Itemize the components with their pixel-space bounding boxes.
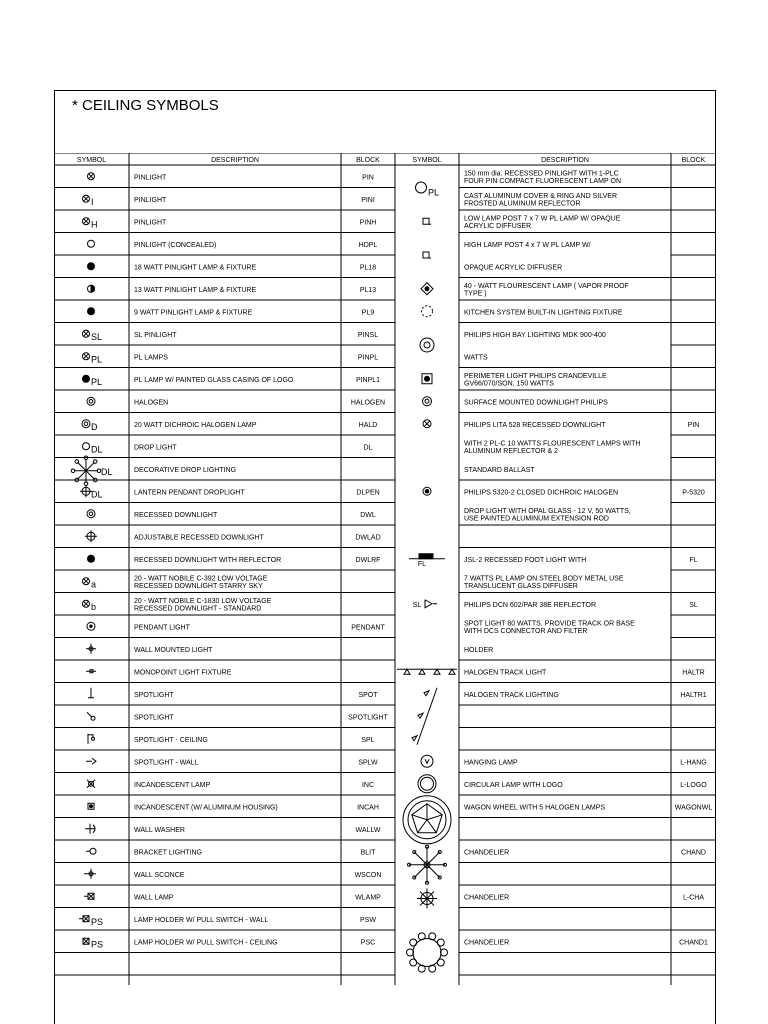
block-cell: SPOTLIGHT — [348, 714, 388, 722]
description-cell: KITCHEN SYSTEM BUILT-IN LIGHTING FIXTURE — [464, 309, 623, 317]
bracket-icon — [86, 848, 96, 854]
description-cell: WALL WASHER — [134, 826, 185, 834]
filled-circle-icon — [83, 375, 90, 382]
description-cell: CHANDELIER — [464, 849, 510, 857]
description-cell: LANTERN PENDANT DROPLIGHT — [134, 489, 245, 497]
description-cell: SPOTLIGHT — [134, 714, 174, 722]
table-row — [87, 780, 374, 789]
open-circle-icon — [88, 240, 95, 247]
block-cell: PSW — [360, 916, 376, 924]
description-cell: SPOTLIGHT - WALL — [134, 759, 199, 767]
table-row — [87, 397, 385, 406]
description-cell: PERIMETER LIGHT PHILIPS CRANDEVILLE GV66/070/SON, 150 WATTS — [464, 372, 607, 388]
block-cell: SPLW — [358, 759, 378, 767]
symbol-subscript: I — [91, 196, 94, 207]
description-cell: HALOGEN TRACK LIGHT — [464, 669, 547, 677]
symbol-legend-table — [54, 153, 716, 996]
description-cell: PINLIGHT (CONCEALED) — [134, 241, 217, 249]
description-cell: 13 WATT PINLIGHT LAMP & FIXTURE — [134, 286, 257, 294]
table-row — [464, 193, 617, 208]
table-row — [83, 443, 373, 455]
table-row — [464, 508, 631, 523]
recessed-pinlight-pl-icon — [416, 182, 427, 193]
block-cell: PINI — [361, 196, 375, 204]
description-cell: WATTS — [464, 354, 488, 362]
description-cell: DROP LIGHT WITH OPAL GLASS - 12 V, 50 WATTS, USE PAINTED ALUMINUM EXTENSION ROD — [464, 507, 631, 523]
block-cell: INCAH — [357, 804, 379, 812]
description-cell: LOW LAMP POST 7 x 7 W PL LAMP W/ OPAQUE ACRYLIC DIFFUSER — [464, 215, 621, 231]
description-cell: WALL LAMP — [134, 894, 174, 902]
dichroic-halogen-icon — [423, 487, 431, 495]
table-row — [464, 242, 591, 249]
block-cell: PENDANT — [351, 624, 385, 632]
symbol-label: FL — [417, 560, 427, 568]
table-row — [464, 849, 706, 856]
block-cell: DWL — [360, 511, 376, 519]
block-cell: SPOT — [358, 691, 378, 699]
lamp-post-icon — [423, 218, 431, 224]
description-cell: CHANDELIER — [464, 894, 510, 902]
block-cell: L-LOGO — [680, 781, 707, 789]
block-cell: PL13 — [359, 286, 377, 294]
description-cell: STANDARD BALLAST — [464, 466, 535, 474]
right-symbols — [397, 182, 457, 972]
symbol-subscript: DL — [91, 444, 103, 455]
table-row — [83, 330, 379, 342]
incandescent-icon — [87, 780, 95, 788]
symbol-subscript: PL — [91, 354, 103, 365]
block-cell: PL9 — [361, 309, 375, 317]
description-cell: HOLDER — [464, 646, 494, 654]
symbol-subscript: H — [91, 219, 98, 230]
block-cell: FL — [689, 556, 698, 564]
description-cell: SURFACE MOUNTED DOWNLIGHT PHILIPS — [464, 399, 608, 407]
table-row — [88, 173, 374, 182]
table-row — [464, 283, 629, 298]
description-cell: MONOPOINT LIGHT FIXTURE — [134, 669, 232, 677]
description-cell: PHILIPS DCN 602/PAR 38E REFLECTOR — [464, 601, 597, 609]
block-cell: HALD — [358, 421, 378, 429]
description-cell: CIRCULAR LAMP WITH LOGO — [464, 781, 563, 789]
symbol-subscript: a — [91, 579, 97, 590]
description-cell: DECORATIVE DROP LIGHTING — [134, 466, 237, 474]
description-cell: 18 WATT PINLIGHT LAMP & FIXTURE — [134, 264, 257, 272]
chandelier-icon — [408, 845, 447, 884]
vapor-proof-lamp-icon — [421, 283, 433, 295]
description-cell: OPAQUE ACRYLIC DIFFUSER — [464, 264, 563, 272]
description-cell: BRACKET LIGHTING — [134, 849, 202, 857]
recessed-x-circle-icon — [83, 218, 90, 225]
column-header-4: DESCRIPTION — [541, 157, 589, 164]
track-lighting-icon — [412, 688, 437, 745]
table-row — [83, 353, 379, 365]
wagon-wheel-icon — [403, 796, 451, 844]
table-row — [464, 399, 608, 406]
symbol-subscript: D — [91, 421, 98, 432]
table-row — [87, 712, 389, 721]
block-cell: DWLAD — [355, 534, 381, 542]
table-row — [464, 440, 640, 455]
column-header-0: SYMBOL — [76, 157, 107, 164]
table-row — [464, 575, 624, 590]
block-cell: BLIT — [360, 849, 376, 857]
table-row — [80, 485, 380, 499]
spot-angle-icon — [87, 712, 95, 720]
description-cell: PENDANT LIGHT — [134, 624, 190, 632]
description-cell: RECESSED DOWNLIGHT — [134, 511, 218, 519]
table-row — [71, 456, 236, 486]
block-cell: PL18 — [359, 264, 377, 272]
description-cell: PHILIPS 5320-2 CLOSED DICHROIC HALOGEN — [464, 489, 619, 497]
block-cell: HALTR — [682, 669, 705, 677]
table-row — [83, 575, 268, 590]
column-header-2: BLOCK — [356, 157, 380, 164]
dot-circle-icon — [87, 622, 95, 630]
description-cell: INCANDESCENT LAMP — [134, 781, 211, 789]
description-cell: PINLIGHT — [134, 219, 167, 227]
wall-lamp-icon — [84, 893, 94, 899]
description-cell: DROP LIGHT — [134, 444, 177, 452]
table-row — [464, 602, 698, 609]
description-cell: CHANDELIER — [464, 939, 510, 947]
symbol-subscript: DL — [91, 489, 103, 500]
double-circle-icon — [87, 510, 95, 518]
recessed-x-circle-icon — [88, 173, 95, 180]
block-cell: PINH — [359, 219, 377, 227]
symbol-subscript: DL — [101, 466, 113, 477]
description-cell: SPOTLIGHT — [134, 691, 174, 699]
description-cell: ADJUSTABLE RECESSED DOWNLIGHT — [134, 534, 264, 542]
table-header-row — [77, 157, 706, 164]
recessed-x-circle-icon — [83, 600, 90, 607]
description-cell: 20 - WATT NOBILE C-392 LOW VOLTAGE RECESSED DOWNLIGHT STARRY SKY — [134, 575, 268, 591]
table-row — [87, 510, 376, 519]
description-cell: PINLIGHT — [134, 196, 167, 204]
table-row — [88, 285, 377, 294]
block-cell: WSCON — [354, 871, 382, 879]
symbol-subscript: b — [91, 601, 97, 612]
column-header-1: DESCRIPTION — [211, 157, 259, 164]
description-cell: 20 WATT DICHROIC HALOGEN LAMP — [134, 421, 257, 429]
block-cell: P-5320 — [682, 489, 705, 497]
block-cell: SL — [689, 601, 698, 609]
description-cell: LAMP HOLDER W/ PULL SWITCH - WALL — [134, 916, 269, 924]
open-circle-icon — [83, 443, 90, 450]
filled-circle-icon — [88, 555, 95, 562]
wall-lamp-icon — [79, 916, 89, 922]
chandelier-icon — [417, 889, 437, 909]
wall-cross-icon — [86, 644, 96, 654]
spot-ceiling-icon — [88, 734, 95, 744]
block-cell: DL — [363, 444, 373, 452]
table-row — [464, 669, 705, 676]
table-row — [464, 332, 606, 339]
double-circle-icon — [82, 420, 90, 428]
recessed-downlight-icon — [423, 420, 431, 428]
description-cell: SPOT LIGHT 80 WATTS. PROVIDE TRACK OR BASE WITH DCS CONNECTOR AND FILTER — [464, 620, 635, 636]
description-cell: PINLIGHT — [134, 174, 167, 182]
symbol-subscript: SL — [91, 331, 103, 342]
description-cell: RECESSED DOWNLIGHT WITH REFLECTOR — [134, 556, 282, 564]
half-filled-circle-icon — [88, 285, 95, 292]
description-cell: CAST ALUMINUM COVER & RING AND SILVER FROSTED ALUMINUM REFLECTOR — [464, 192, 617, 208]
double-circle-icon — [87, 397, 95, 405]
lamp-holder-icon — [83, 938, 89, 944]
perimeter-light-icon — [422, 374, 432, 384]
description-cell: WITH 2 PL-C 10 WATTS FLOURESCENT LAMPS WITH ALUMINUM REFLECTOR & 2 — [464, 440, 641, 456]
block-cell: HALTR1 — [680, 691, 707, 699]
table-row — [82, 420, 377, 432]
block-cell: DWLRF — [355, 556, 381, 564]
description-cell: WALL MOUNTED LIGHT — [134, 646, 213, 654]
crosshair-circle-icon — [85, 530, 97, 542]
table-row — [88, 688, 378, 699]
table-row — [88, 803, 379, 811]
block-cell: INC — [361, 781, 375, 789]
description-cell: WAGON WHEEL WITH 5 HALOGEN LAMPS — [464, 804, 606, 812]
table-row — [464, 264, 562, 271]
chandelier-icon — [407, 933, 448, 972]
table-row — [464, 647, 493, 654]
table-row — [83, 218, 377, 230]
block-cell: WALLW — [355, 826, 381, 834]
block-cell: SPL — [361, 736, 375, 744]
block-cell: PINPL1 — [355, 376, 381, 384]
recessed-x-circle-icon — [83, 195, 90, 202]
circular-lamp-icon — [418, 775, 436, 793]
table-row — [86, 848, 376, 856]
symbol-subscript: PS — [91, 916, 104, 927]
table-row — [83, 938, 375, 949]
spot-drop-icon — [88, 688, 94, 698]
table-row — [464, 620, 635, 635]
table-row — [464, 894, 704, 901]
block-cell: PINSL — [357, 331, 379, 339]
description-cell: HIGH LAMP POST 4 x 7 W PL LAMP W/ — [464, 241, 591, 249]
block-cell: PIN — [687, 421, 700, 429]
table-row — [88, 240, 378, 249]
description-cell: HALOGEN TRACK LIGHTING — [464, 691, 559, 699]
table-row — [464, 354, 488, 361]
surface-downlight-icon — [423, 397, 432, 406]
table-row — [464, 309, 623, 316]
filled-circle-icon — [88, 263, 95, 270]
description-cell: HALOGEN — [134, 399, 169, 407]
table-row — [83, 195, 375, 207]
column-header-5: BLOCK — [681, 157, 706, 164]
description-cell: PHILIPS HIGH BAY LIGHTING MDK 900-400 — [464, 331, 606, 339]
table-row — [464, 467, 535, 474]
description-cell: PL LAMPS — [134, 354, 168, 362]
page-title: * CEILING SYMBOLS — [72, 97, 219, 114]
table-row — [464, 215, 621, 230]
table-grid — [54, 153, 716, 985]
description-cell: JSL-2 RECESSED FOOT LIGHT WITH — [464, 556, 587, 564]
wall-washer-icon — [85, 824, 95, 834]
incandescent-housing-icon — [88, 803, 94, 809]
symbol-label: SL — [412, 601, 422, 609]
block-cell: CHAND1 — [679, 939, 708, 947]
table-row — [464, 804, 712, 811]
spot-reflector-icon — [425, 600, 437, 608]
table-row — [83, 375, 381, 387]
block-cell: HDPL — [358, 241, 378, 249]
column-header-3: SYMBOL — [412, 157, 442, 164]
table-row — [86, 644, 213, 654]
description-cell: SPOTLIGHT - CEILING — [134, 736, 208, 744]
table-row — [79, 916, 376, 927]
description-cell: LAMP HOLDER W/ PULL SWITCH - CEILING — [134, 939, 278, 947]
halogen-track-icon — [397, 669, 457, 674]
description-cell: 9 WATT PINLIGHT LAMP & FIXTURE — [134, 309, 253, 317]
block-cell: L-HANG — [680, 759, 707, 767]
table-row — [88, 555, 381, 564]
table-row — [464, 557, 698, 564]
description-cell: WALL SCONCE — [134, 871, 185, 879]
recessed-x-circle-icon — [83, 353, 90, 360]
starburst-icon — [71, 456, 101, 486]
table-row — [86, 669, 232, 676]
table-row — [464, 373, 607, 388]
filled-circle-icon — [88, 308, 95, 315]
block-cell: WAGONWL — [674, 804, 713, 812]
table-row — [464, 692, 707, 699]
table-row — [88, 734, 375, 744]
block-cell: PSC — [360, 939, 376, 947]
symbol-subscript: PL — [428, 187, 440, 198]
block-cell: CHAND — [681, 849, 706, 857]
description-cell: INCANDESCENT (W/ ALUMINUM HOUSING) — [134, 804, 278, 812]
spot-wall-icon — [86, 758, 96, 764]
table-row — [83, 598, 272, 613]
table-row — [88, 308, 375, 317]
hanging-lamp-icon — [421, 755, 433, 767]
description-cell: 7 WATTS PL LAMP ON STEEL BODY METAL USE TRANSLUCENT GLASS DIFFUSER — [464, 575, 624, 591]
symbol-subscript: PL — [91, 376, 103, 387]
wall-sconce-icon — [84, 869, 96, 879]
block-cell: HALOGEN — [350, 399, 386, 407]
description-cell: 20 - WATT NOBILE C-1830 LOW VOLTAGE RECESSED DOWNLIGHT - STANDARD — [134, 597, 272, 613]
table-row — [464, 422, 699, 429]
description-cell: PHILIPS LITA 528 RECESSED DOWNLIGHT — [464, 421, 606, 429]
block-cell: DLPEN — [356, 489, 380, 497]
description-cell: 40 - WATT FLOURESCENT LAMP ( VAPOR PROOF TYPE ) — [464, 282, 629, 298]
table-row — [464, 170, 621, 185]
monopoint-icon — [86, 670, 96, 673]
recessed-x-circle-icon — [83, 330, 90, 337]
recessed-x-circle-icon — [83, 578, 90, 585]
lamp-post-icon — [423, 252, 431, 258]
table-row — [464, 489, 705, 496]
table-row — [88, 263, 377, 272]
block-cell: PIN — [362, 174, 374, 182]
description-cell: PL LAMP W/ PAINTED GLASS CASING OF LOGO — [134, 376, 294, 384]
table-row — [86, 758, 378, 766]
high-bay-icon — [420, 338, 434, 352]
description-cell: SL PINLIGHT — [134, 331, 177, 339]
kitchen-fixture-icon — [422, 306, 433, 317]
block-cell: PINPL — [357, 354, 379, 362]
symbol-subscript: PS — [91, 939, 104, 950]
block-cell: L-CHA — [682, 894, 705, 902]
description-cell: HANGING LAMP — [464, 759, 518, 767]
foot-light-icon — [409, 554, 445, 559]
block-cell: WLAMP — [355, 894, 381, 902]
table-row — [464, 759, 707, 766]
description-cell: 150 mm dia. RECESSED PINLIGHT WITH 1-PLC FOUR PIN COMPACT FLUORESCENT LAMP ON — [464, 170, 622, 186]
